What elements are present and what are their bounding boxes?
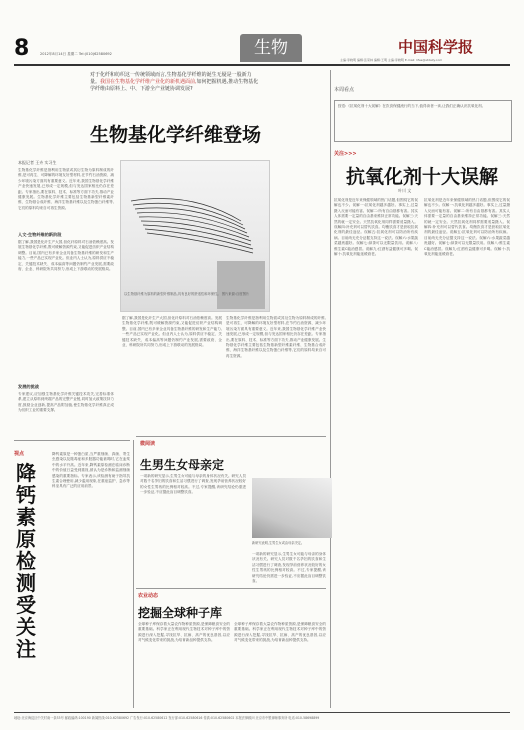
fiber-bundle-image xyxy=(121,161,269,311)
mother-photo xyxy=(252,478,332,538)
lead-column-4: 据了解,我国是化纤生产大国,但化纤原料对石油依赖度高。发展生物基化学纤维,既可缓解资源约束,又能促进纺织产业结构调整。目前,国内已有多家企业具备生物基纤维的研发和生产能力,一些产品已实现产业化。但业内人士认为,原料供应不稳定、关键技术缺失、成本偏高等问题仍制约产业发展,需要政府、企业、科研院所共同努力,形成上下游联动的发展格局。 xyxy=(122,316,222,348)
lede-text: 如何把握机遇,推动生物基化学纤维由原料上、中、下游全产业链协调发展? xyxy=(90,79,259,92)
middle-tag: 微阅读 xyxy=(140,441,156,447)
section-divider xyxy=(136,436,326,437)
lead-headline: 生物基化学纤维登场 xyxy=(90,124,262,146)
antioxidant-col-2: 抗氧化剂是近年来保健领域的热门话题,但围绕它的误解也不少。误解一:抗氧化剂越多越好。事实上,过量摄入反而可能有害。误解二:所有自由基都有害。其实人体需要一定量的自由基来维持正常功能。误解三:天然的就一定安全。天然抗氧化剂同样需要适量摄入。误解四:补充剂可以替代饮食。均衡饮食才是获取抗氧化剂的最佳途径。误解五:抗氧化剂可以防治所有疾病。目前尚无充分证据支持这一说法。误解六:水果蔬菜越贵越好。误解七:绿茶可以无限量饮用。误解八:维生素C能治感冒。误解九:红酒有益健康可多喝。误解十:抗氧化剂能延缓衰老。 xyxy=(424,198,510,257)
gender-title: 生男生女母亲定 xyxy=(140,458,225,472)
lead-column-2: 据了解,我国是化纤生产大国,但化纤原料对石油依赖度高。发展生物基化学纤维,既可缓解资源约束,又能促进纺织产业结构调整。目前,国内已有多家企业具备生物基纤维的研发和生产能力,一些产品已实现产业化。但业内人士认为,原料供应不稳定、关键技术缺失、成本偏高等问题仍制约产业发展,需要政府、企业、科研院所共同努力,形成上下游联动的发展格局。 xyxy=(18,240,114,272)
gender-text-2: 一项新的研究显示,生男生女可能与母亲的身体状况有关。研究人员对数千名孕妇的饮食和生活习惯进行了调查,发现孕前营养状况较好的女性生男孩的比例相对较高。不过,专家提醒,该研究结论仍需进一步验证,不应据此盲目调整饮食。 xyxy=(252,552,326,584)
gender-text: 一项新的研究显示,生男生女可能与母亲的身体状况有关。研究人员对数千名孕妇的饮食和生活习惯进行了调查,发现孕前营养状况较好的女性生男孩的比例相对较高。不过,专家提醒,该研究结论仍需进一步验证,不应据此盲目调整饮食。 xyxy=(140,474,246,495)
section-divider xyxy=(136,588,326,589)
seedbank-col-2: 全球种子库保存着大量农作物种质资源,是保障粮食安全的重要基础。科学家正在利用现代生物技术对种子库中的资源进行深入挖掘,寻找抗旱、抗病、高产的优良基因,以应对气候变化带来的挑战,为培育新品种提供支持。 xyxy=(234,622,326,643)
editor-note-box xyxy=(334,100,512,142)
column-divider xyxy=(330,70,331,708)
top-rule xyxy=(14,64,510,66)
lead-lede xyxy=(90,72,260,93)
procalcitonin-text: 降钙素原是一种蛋白质,当严重细菌、真菌、寄生虫感染以及脓毒症和多脏器功能衰竭时,它在血浆中的水平升高。近年来,降钙素原检测在临床诊断中的价值日益受到重视,被认为是诊断和监测细菌感染的重要指标。专家表示,该检测有助于指导抗生素合理使用,减少滥用现象,在重症监护、急诊等科室具有广泛的应用前景。 xyxy=(52,452,130,489)
lead-column-1: 生物基化学纤维是指利用生物质或其衍生物为原料制成的纤维,是可再生、可降解的环境友好型材料,在节约石油资源、减少环境污染方面具有重要意义。近年来,我国生物基化学纤维产业快速发展,已形成一定规模,但与发达国家相比仍存在差距。专家指出,要在原料、技术、标准等方面下功夫,推动产业健康发展。生物基化学纤维主要包括生物基新型纤维素纤维、生物基合成纤维、海洋生物基纤维以及生物蛋白纤维等,它们的原料均来自可再生资源。 xyxy=(18,168,114,210)
antioxidant-title: 抗氧化剂十大误解 xyxy=(346,166,499,188)
fiber-photo xyxy=(120,160,270,312)
photo-caption: 以生物基纤维为原料的新型纤维制品,具有良好的舒适性和环保性。 图片来源:百度图片 xyxy=(124,292,250,296)
right-section-head: 本周看点 xyxy=(334,87,355,93)
editor-note: 按语:《抗氧化剂十大误解》在饮食保健流行的当下,值得读者一读,让我们正确认识抗氧化剂。 xyxy=(338,104,486,108)
section-tab: 生物 xyxy=(240,34,302,62)
lower-left-tag: 视点 xyxy=(14,451,25,457)
mother-photo-caption: 新研究表明,生男生女或由母亲决定。 xyxy=(252,541,305,545)
page-number: 8 xyxy=(14,36,30,61)
masthead-logo: 中国科学报 xyxy=(398,38,474,56)
lede-highlight: 我国在生物基化学纤维产业化的新机遇面前, xyxy=(100,79,197,85)
lead-subhead: 人文·生物纤维的新阶段 xyxy=(18,232,62,237)
lead-column-3: 专家建议,应加强生物基化学纤维关键技术攻关,完善标准体系,建立从原料到终端产品的完整产业链,同时加大政策扶持力度,鼓励企业创新,提高产品附加值,使生物基化学纤维真正成为纺织工业的重要支撑。 xyxy=(18,392,114,413)
seedbank-col-1: 全球种子库保存着大量农作物种质资源,是保障粮食安全的重要基础。科学家正在利用现代生物技术对种子库中的资源进行深入挖掘,寻找抗旱、抗病、高产的优良基因,以应对气候变化带来的挑战,为培育新品种提供支持。 xyxy=(138,622,230,643)
lede-text: 对于化纤和纺织这一传统领域而言,生物基化学纤维的诞生无疑是一股新力量。 xyxy=(90,72,252,85)
masthead-info: 主编:李晓明 编辑:张荣林 编辑:王明 主编:李晓明 E-mail: lifes@stdaily.com xyxy=(340,58,443,62)
lead-byline: 本报记者 王卉 实习生 xyxy=(18,160,57,165)
procalcitonin-title: 降钙素原检测受关注 xyxy=(16,461,36,661)
section-divider xyxy=(14,440,130,441)
antioxidant-col-1: 抗氧化剂是近年来保健领域的热门话题,但围绕它的误解也不少。误解一:抗氧化剂越多越好。事实上,过量摄入反而可能有害。误解二:所有自由基都有害。其实人体需要一定量的自由基来维持正常功能。误解三:天然的就一定安全。天然抗氧化剂同样需要适量摄入。误解四:补充剂可以替代饮食。均衡饮食才是获取抗氧化剂的最佳途径。误解五:抗氧化剂可以防治所有疾病。目前尚无充分证据支持这一说法。误解六:水果蔬菜越贵越好。误解七:绿茶可以无限量饮用。误解八:维生素C能治感冒。误解九:红酒有益健康可多喝。误解十:抗氧化剂能延缓衰老。 xyxy=(334,198,418,257)
column-divider xyxy=(133,440,134,708)
page-footer: 地址:北京海淀区中关村南一条33号 邮政编码:100190 新闻热线:010-62580692 广告发行:010-62580612 发行部:010-62580616 传真:010-62580602 本报法律顾问 北京市中银律师事务所 电话:010-58698899 xyxy=(14,712,510,720)
right-tag: 关注>>> xyxy=(334,151,357,157)
agri-tag: 农业动态 xyxy=(138,593,159,599)
issue-meta: 2012年8月14日 星期二 Tel:(010)62580692 xyxy=(40,52,112,56)
antioxidant-author: 叶川 文 xyxy=(398,188,412,193)
lead-subhead: 发展的挑战 xyxy=(18,384,39,389)
lead-column-5: 生物基化学纤维是指利用生物质或其衍生物为原料制成的纤维,是可再生、可降解的环境友好型材料,在节约石油资源、减少环境污染方面具有重要意义。近年来,我国生物基化学纤维产业快速发展,已形成一定规模,但与发达国家相比仍存在差距。专家指出,要在原料、技术、标准等方面下功夫,推动产业健康发展。生物基化学纤维主要包括生物基新型纤维素纤维、生物基合成纤维、海洋生物基纤维以及生物蛋白纤维等,它们的原料均来自可再生资源。 xyxy=(226,316,326,358)
seedbank-title: 挖掘全球种子库 xyxy=(138,606,223,620)
